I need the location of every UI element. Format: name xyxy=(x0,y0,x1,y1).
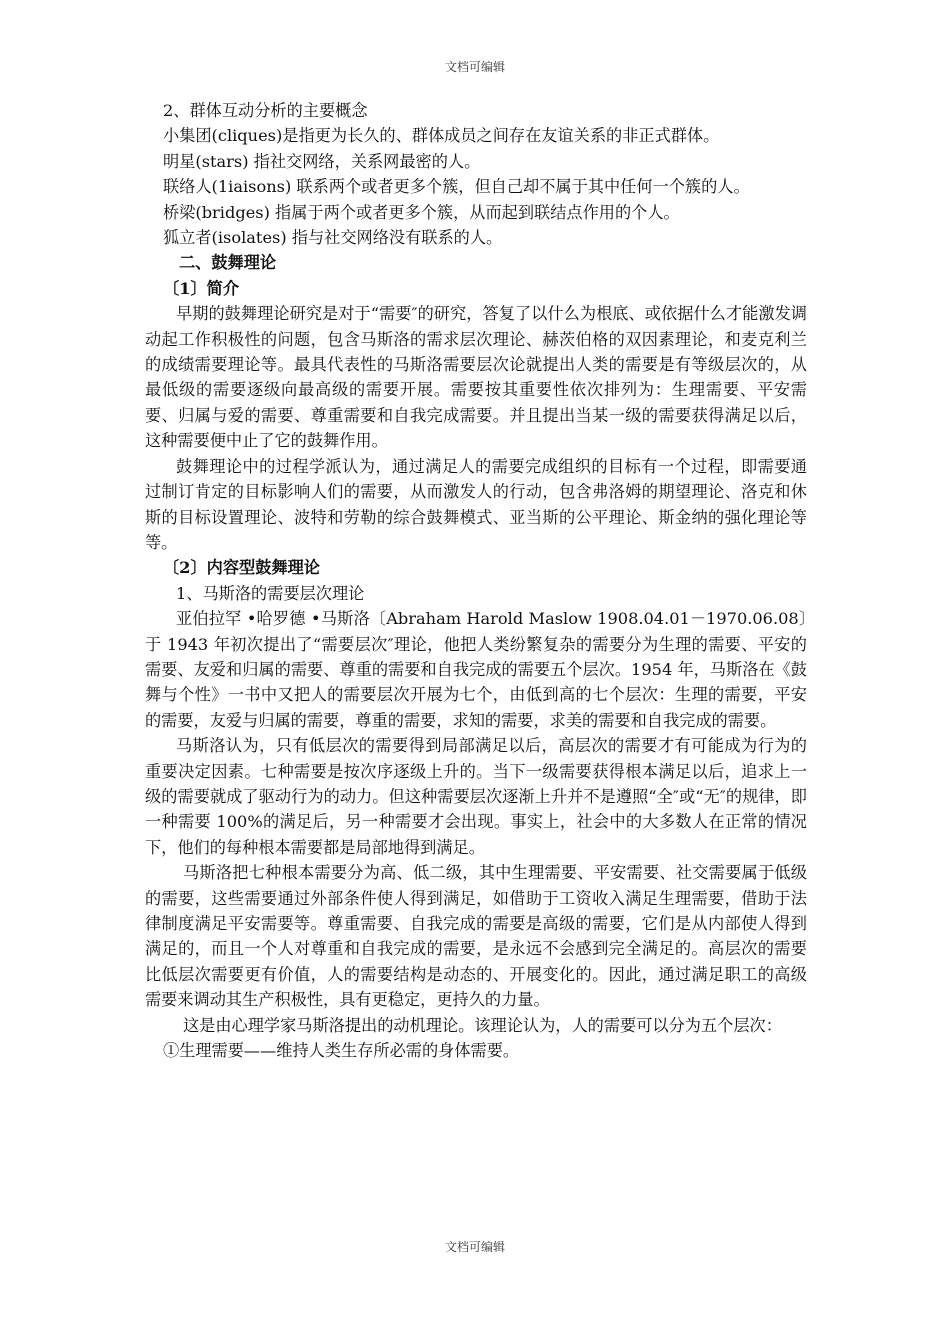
subsection-heading: 〔2〕内容型鼓舞理论 xyxy=(163,558,320,578)
paragraph: 马斯洛把七种根本需要分为高、低二级，其中生理需要、平安需要、社交需要属于低级的需要，这些需要通过外部条件使人得到满足，如借助于工资收入满足生理需要，借助于法律制度满足平安需要等。尊重需要、自我完成的需要是高级的需要，它们是从内部使人得到满足的，而且一个人对尊重和自我完成的需要，是永远不会感到完全满足的。高层次的需要比低层次需要更有价值，人的需要结构是动态的、开展变化的。因此，通过满足职工的高级需要来调动其生产积极性，具有更稳定，更持久的力量。 xyxy=(145,863,807,1010)
paragraph: 狐立者(isolates) 指与社交网络没有联系的人。 xyxy=(163,228,503,248)
paragraph: 马斯洛认为，只有低层次的需要得到局部满足以后，高层次的需要才有可能成为行为的重要决定因素。七种需要是按次序逐级上升的。当下一级需要获得根本满足以后，追求上一级的需要就成了驱动行为的动力。但这种需要层次逐渐上升并不是遵照“全″或“无″的规律，即一种需要 100%的满足后，另一种需要才会出现。事实上，社会中的大多数人在正常的情况下，他们的每种根本需要都是局部地得到满足。 xyxy=(145,736,807,857)
paragraph: 鼓舞理论中的过程学派认为，通过满足人的需要完成组织的目标有一个过程，即需要通过制订肯定的目标影响人们的需要，从而激发人的行动，包含弗洛姆的期望理论、洛克和休斯的目标设置理论、波特和劳勒的综合鼓舞模式、亚当斯的公平理论、斯金纳的强化理论等等。 xyxy=(145,456,807,552)
list-item: ①生理需要——维持人类生存所必需的身体需要。 xyxy=(163,1041,520,1061)
paragraph: 这是由心理学家马斯洛提出的动机理论。该理论认为，人的需要可以分为五个层次： xyxy=(183,1015,782,1035)
section-heading: 二、鼓舞理论 xyxy=(179,253,277,273)
document-body xyxy=(145,98,807,1063)
paragraph: 桥梁(bridges) 指属于两个或者更多个簇，从而起到联结点作用的个人。 xyxy=(163,202,680,222)
paragraph: 联络人(1iaisons) 联系两个或者更多个簇，但自己却不属于其中任何一个簇的人。 xyxy=(163,177,750,197)
paragraph: 早期的鼓舞理论研究是对于“需要″的研究，答复了以什么为根底、或依据什么才能激发调动起工作积极性的问题，包含马斯洛的需求层次理论、赫茨伯格的双因素理论，和麦克利兰的成绩需要理论等。最具代表性的马斯洛需要层次论就提出人类的需要是有等级层次的，从最低级的需要逐级向最高级的需要开展。需要按其重要性依次排列为：生理需要、平安需要、归属与爱的需要、尊重需要和自我完成需要。并且提出当某一级的需要获得满足以后，这种需要便中止了它的鼓舞作用。 xyxy=(145,304,807,451)
paragraph: 2、群体互动分析的主要概念 xyxy=(163,101,368,120)
page-footer: 文档可编辑 xyxy=(444,1240,505,1254)
page-header: 文档可编辑 xyxy=(444,60,505,74)
paragraph: 明星(stars) 指社交网络，关系网最密的人。 xyxy=(163,151,481,171)
subsection-heading: 〔1〕简介 xyxy=(163,278,240,298)
paragraph: 亚伯拉罕 •哈罗德 •马斯洛〔Abraham Harold Maslow 1908.04.01－1970.06.08〕于 1943 年初次提出了“需要层次″理论，他把人类纷繁复杂的需要分为生理的需要、平安的需要、友爱和归属的需要、尊重的需要和自我完成的需要五个层次。1954 年，马斯洛在《鼓舞与个性》一书中又把人的需要层次开展为七个，由低到高的七个层次：生理的需要，平安的需要，友爱与归属的需要，尊重的需要，求知的需要，求美的需要和自我完成的需要。 xyxy=(145,609,807,730)
paragraph: 小集团(cliques)是指更为长久的、群体成员之间存在友谊关系的非正式群体。 xyxy=(163,126,720,146)
paragraph: 1、马斯洛的需要层次理论 xyxy=(176,583,365,603)
